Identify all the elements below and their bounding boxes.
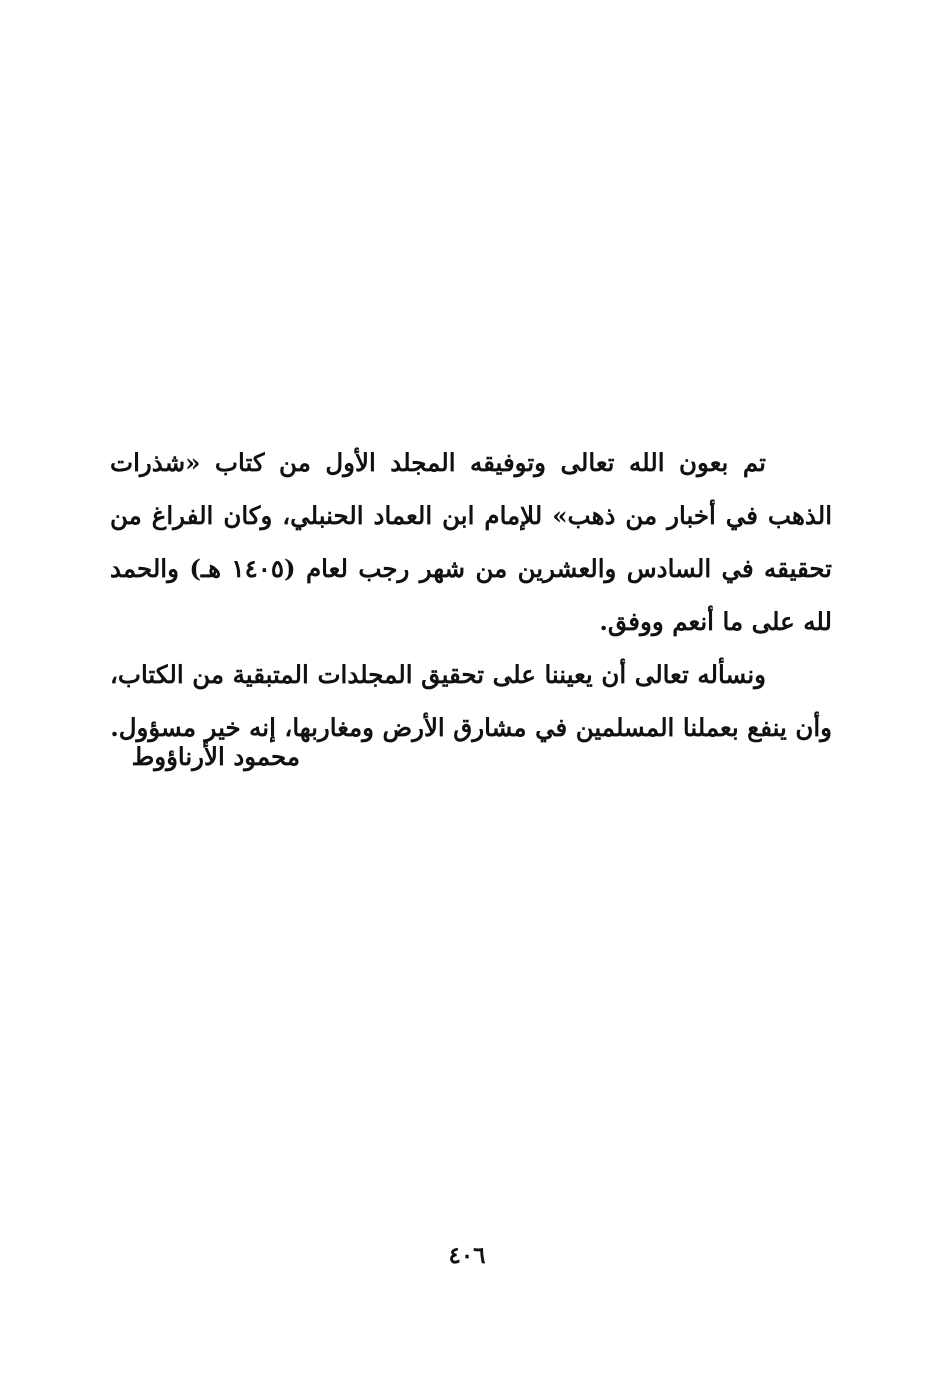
- supplication-paragraph: ونسأله تعالى أن يعيننا على تحقيق المجلدات المتبقية من الكتاب، وأن ينفع بعملنا المسلمين في مشارق الأرض ومغاربها، إنه خير مسؤول.: [110, 660, 832, 742]
- page-number: ٤٠٦: [448, 1242, 486, 1269]
- completion-paragraph: تم بعون الله تعالى وتوفيقه المجلد الأول من كتاب «شذرات الذهب في أخبار من ذهب» للإمام ابن العماد الحنبلي، وكان الفراغ من تحقيقه في السادس والعشرين من شهر رجب لعام (١٤٠٥ هـ) والحمد لله على ما أنعم ووفق.: [110, 448, 832, 636]
- closing-text: [110, 436, 832, 754]
- author-signature: محمود الأرناؤوط: [131, 742, 300, 771]
